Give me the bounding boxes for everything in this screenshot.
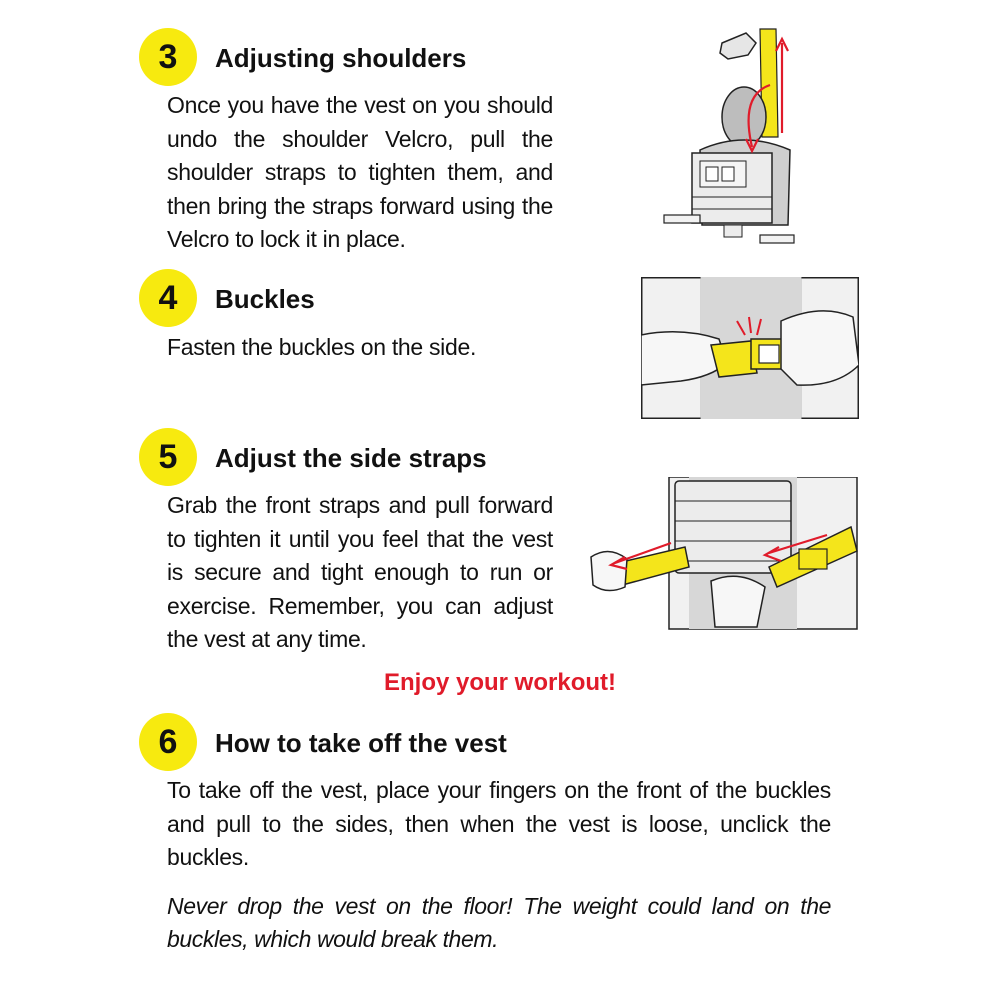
step-3-title: Adjusting shoulders <box>215 43 467 73</box>
step-4-badge: 4 <box>139 269 197 327</box>
step-6-text: To take off the vest, place your fingers on the front of the buckles and pull to the sides, then when the vest is loose, unclick the buckles. <box>167 777 831 870</box>
step-4-title: Buckles <box>215 284 315 314</box>
step-5-badge: 5 <box>139 428 197 486</box>
shoulder-strap-illustration <box>660 25 800 255</box>
step-5-title: Adjust the side straps <box>215 443 487 473</box>
step-3-badge: 3 <box>139 28 197 86</box>
enjoy-workout-text: Enjoy your workout! <box>383 669 616 696</box>
step-3-text: Once you have the vest on you should undo the shoulder Velcro, pull the shoulder straps to tighten them, and then bring the straps forward using the Velcro to lock it in place. <box>167 92 553 252</box>
step-6-title: How to take off the vest <box>215 728 507 758</box>
side-strap-illustration <box>589 477 859 631</box>
step-4-text: Fasten the buckles on the side. <box>167 334 477 360</box>
buckle-illustration <box>641 277 859 419</box>
warning-text: Never drop the vest on the floor! The weight could land on the buckles, which would break them. <box>167 893 831 952</box>
step-6-badge: 6 <box>139 713 197 771</box>
step-5-text: Grab the front straps and pull forward to tighten it until you feel that the vest is secure and tight enough to run or exercise. Remember, you can adjust the vest at any time. <box>167 492 553 652</box>
